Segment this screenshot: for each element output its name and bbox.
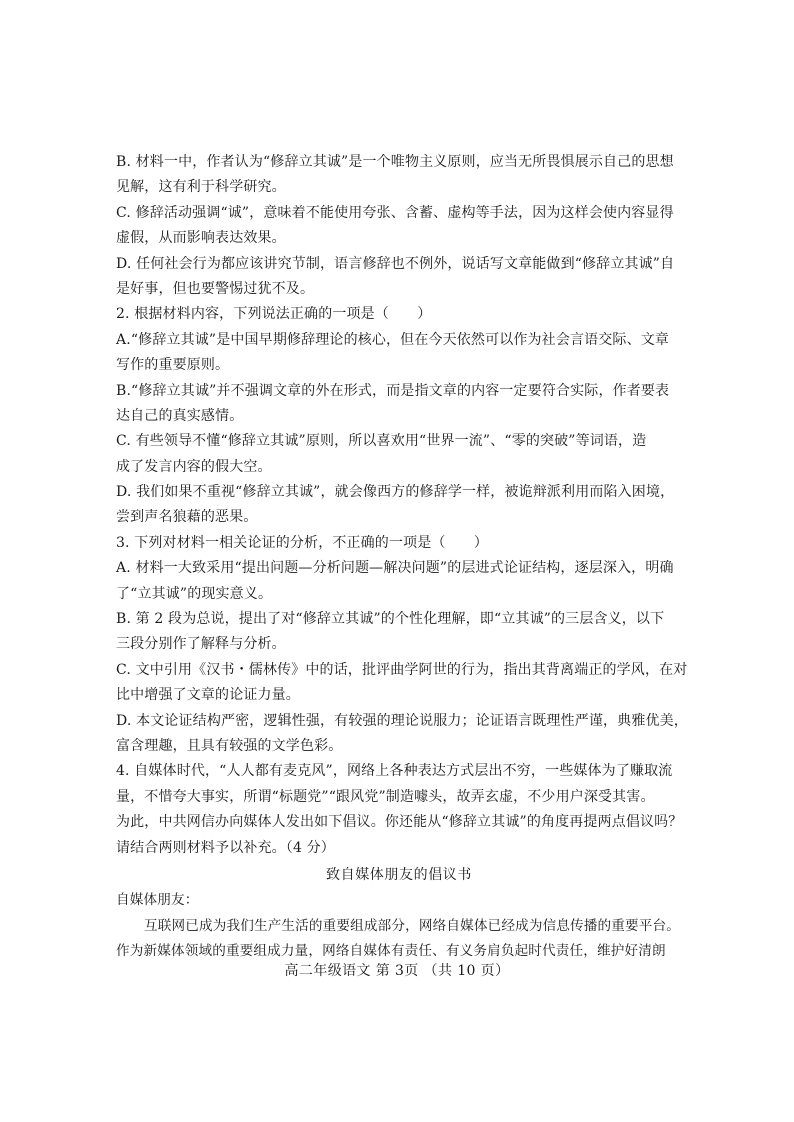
- text-line: 是好事，但也要警惕过犹不及。: [116, 280, 315, 297]
- text-line: 请结合两则材料予以补充。（4 分）: [116, 839, 335, 856]
- text-line: 三段分别作了解释与分析。: [116, 636, 286, 653]
- proposal-text-line: 互联网已成为我们生产生活的重要组成部分，网络自媒体已经成为信息传播的重要平台。: [144, 917, 681, 934]
- text-line: 成了发言内容的假大空。: [116, 458, 272, 475]
- text-line: B.“修辞立其诚”并不强调文章的外在形式，而是指文章的内容一定要符合实际，作者要表: [116, 382, 670, 399]
- text-line: B. 材料一中，作者认为“修辞立其诚”是一个唯物主义原则，应当无所畏惧展示自己的思想: [116, 154, 674, 170]
- text-line: A. 材料一大致采用“提出问题—分析问题—解决问题”的层进式论证结构，逐层深入，明确: [116, 560, 674, 577]
- text-line: B. 第 2 段为总说，提出了对“修辞立其诚”的个性化理解，即“立其诚”的三层含义，以下: [116, 611, 665, 628]
- text-line: 比中增强了文章的论证力量。: [116, 687, 300, 704]
- text-line: 量，不惜夸大事实，所谓“标题党”“跟风党”制造噱头，故弄玄虚，不少用户深受其害。: [116, 788, 655, 805]
- proposal-salutation: 自媒体朋友：: [116, 892, 199, 909]
- text-line: 尝到声名狼藉的恶果。: [116, 509, 258, 526]
- proposal-text-line: 作为新媒体领域的重要组成力量，网络自媒体有责任、有义务肩负起时代责任，维护好清朗: [116, 943, 666, 960]
- text-line: D. 任何社会行为都应该讲究节制，语言修辞也不例外，说话写文章能做到“修辞立其诚”自: [116, 255, 675, 272]
- text-line: 写作的重要原则。: [116, 357, 230, 374]
- text-line: D. 本文论证结构严密，逻辑性强，有较强的理论说服力；论证语言既理性严谨，典雅优美，: [116, 712, 688, 729]
- text-line: 见解，这有利于科学研究。: [116, 179, 286, 196]
- proposal-title: 致自媒体朋友的倡议书: [326, 866, 472, 883]
- text-line: 富含理趣，且具有较强的文学色彩。: [116, 737, 343, 754]
- text-line: C. 文中引用《汉书・儒林传》中的话，批评曲学阿世的行为，指出其背离端正的学风，在对: [116, 661, 688, 678]
- page-footer: 高二年级语文 第 3页 （共 10 页）: [284, 963, 510, 979]
- question-2-stem: 2. 根据材料内容，下列说法正确的一项是（ ）: [116, 306, 432, 323]
- text-line: 了“立其诚”的现实意义。: [116, 585, 273, 602]
- text-line: C. 修辞活动强调“诚”，意味着不能使用夸张、含蓄、虚构等手法，因为这样会使内容显得: [116, 204, 674, 221]
- text-line: A.“修辞立其诚”是中国早期修辞理论的核心，但在今天依然可以作为社会言语交际、文章: [116, 331, 670, 348]
- text-line: D. 我们如果不重视“修辞立其诚”，就会像西方的修辞学一样，被诡辩派利用而陷入困境，: [116, 484, 675, 501]
- text-line: C. 有些领导不懂“修辞立其诚”原则，所以喜欢用“世界一流”、“零的突破”等词语，造: [116, 433, 647, 450]
- text-line: 虚假，从而影响表达效果。: [116, 230, 286, 247]
- question-content: [116, 150, 688, 965]
- text-line: 达自己的真实感情。: [116, 407, 244, 424]
- text-line: 为此，中共网信办向媒体人发出如下倡议。你还能从“修辞立其诚”的角度再提两点倡议吗？: [116, 814, 683, 831]
- question-3-stem: 3. 下列对材料一相关论证的分析，不正确的一项是（ ）: [116, 534, 489, 551]
- question-4-stem: 4. 自媒体时代，“人人都有麦克风”，网络上各种表达方式层出不穷，一些媒体为了赚取流: [116, 763, 673, 780]
